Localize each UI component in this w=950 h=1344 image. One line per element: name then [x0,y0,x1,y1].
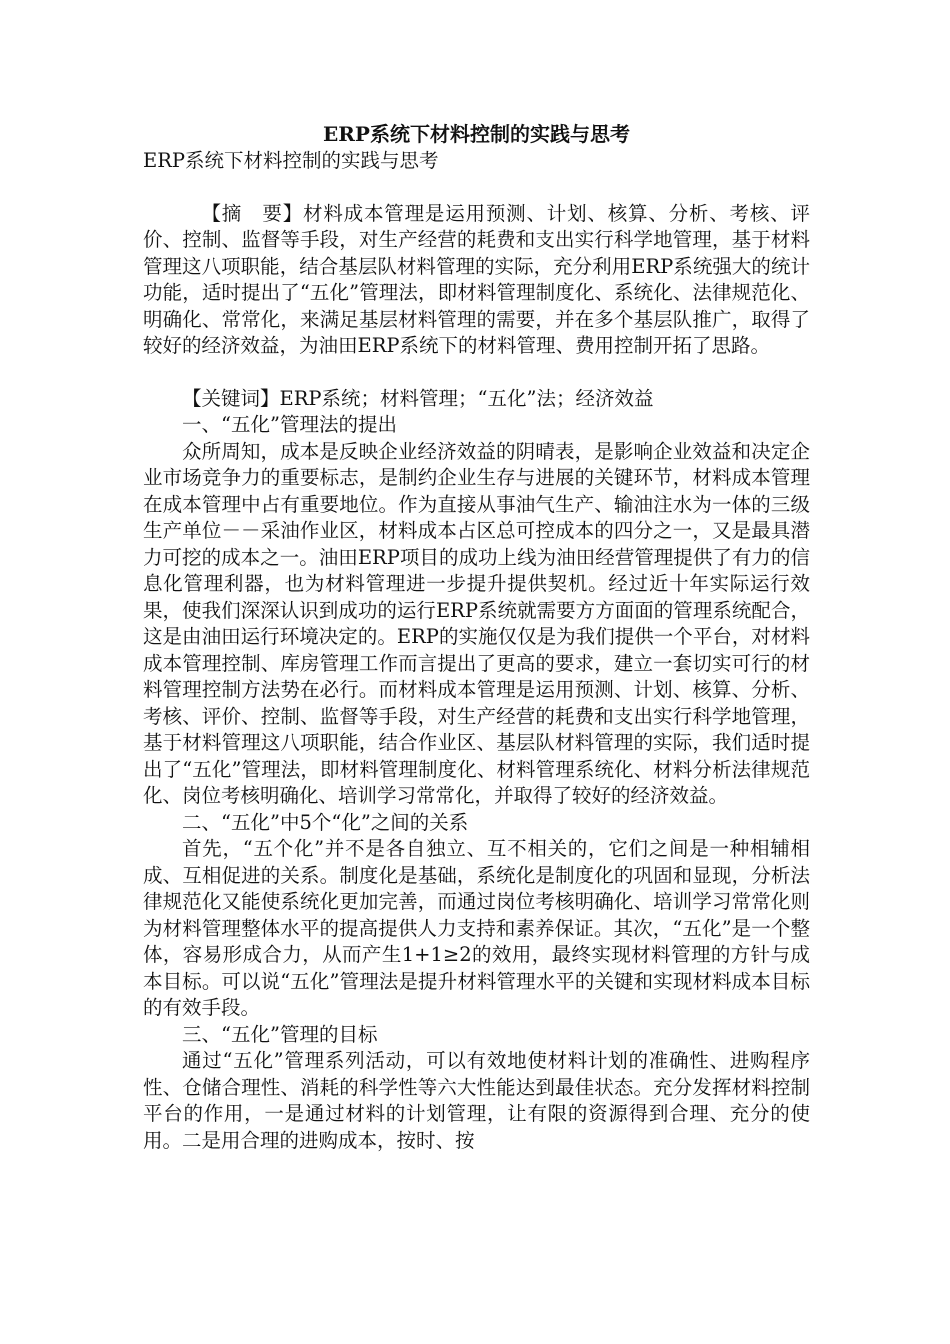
document-subtitle: ERP系统下材料控制的实践与思考 [143,149,439,172]
document-title: ERP系统下材料控制的实践与思考 [323,122,630,146]
section-body: 众所周知，成本是反映企业经济效益的阴晴表，是影响企业效益和决定企业市场竞争力的重要标志，是制约企业生存与进展的关键环节，材料成本管理在成本管理中占有重要地位。作为直接从事油气生产、输油注水为一体的三级生产单位－－采油作业区，材料成本占区总可控成本的四分之一，又是最具潜力可挖的成本之一。油田ERP项目的成功上线为油田经营管理提供了有力的信息化管理利器，也为材料管理进一步提升提供契机。经过近十年实际运行效果，使我们深深认识到成功的运行ERP系统就需要方方面面的管理系统配合，这是由油田运行环境决定的。ERP的实施仅仅是为我们提供一个平台，对材料成本管理控制、库房管理工作而言提出了更高的要求，建立一套切实可行的材料管理控制方法势在必行。而材料成本管理是运用预测、计划、核算、分析、考核、评价、控制、监督等手段，对生产经营的耗费和支出实行科学地管理，基于材料管理这八项职能，结合作业区、基层队材料管理的实际，我们适时提出了“五化”管理法，即材料管理制度化、材料管理系统化、材料分析法律规范化、岗位考核明确化、培训学习常常化，并取得了较好的经济效益。 [143,439,810,807]
section-heading: 一、“五化”管理法的提出 [182,413,397,436]
section-body: 通过“五化”管理系列活动，可以有效地使材料计划的准确性、进购程序性、仓储合理性、消耗的科学性等六大性能达到最佳状态。充分发挥材料控制平台的作用，一是通过材料的计划管理，让有限的资源得到合理、充分的使用。二是用合理的进购成本，按时、按 [143,1049,810,1152]
section-body: 首先，“五个化”并不是各自独立、互不相关的，它们之间是一种相辅相成、互相促进的关系。制度化是基础，系统化是制度化的巩固和显现，分析法律规范化又能使系统化更加完善，而通过岗位考核明确化、培训学习常常化则为材料管理整体水平的提高提供人力支持和素养保证。其次，“五化”是一个整体，容易形成合力，从而产生1+1≥2的效用，最终实现材料管理的方针与成本目标。可以说“五化”管理法是提升材料管理水平的关键和实现材料成本目标的有效手段。 [143,837,810,1019]
keywords-line: 【关键词】ERP系统；材料管理；“五化”法；经济效益 [182,386,654,410]
section-heading: 二、“五化”中5个“化”之间的关系 [182,810,469,834]
abstract-paragraph: 【摘 要】材料成本管理是运用预测、计划、核算、分析、考核、评价、控制、监督等手段，对生产经营的耗费和支出实行科学地管理，基于材料管理这八项职能，结合基层队材料管理的实际，充分利用ERP系统强大的统计功能，适时提出了“五化”管理法，即材料管理制度化、系统化、法律规范化、明确化、常常化，来满足基层材料管理的需要，并在多个基层队推广，取得了较好的经济效益，为油田ERP系统下的材料管理、费用控制开拓了思路。 [143,201,810,357]
section-heading: 三、“五化”管理的目标 [182,1022,378,1046]
document-content [143,120,810,1154]
